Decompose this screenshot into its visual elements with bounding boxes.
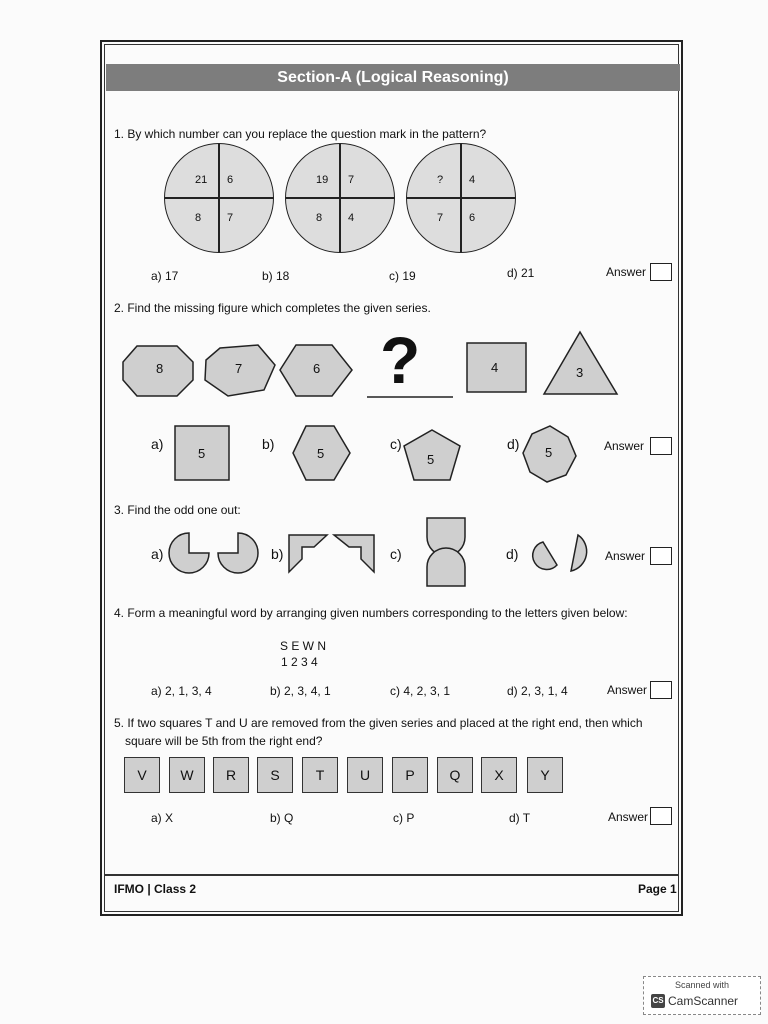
option-d-value: 5 [545, 445, 553, 460]
q3-answer-label: Answer [605, 549, 646, 563]
option-c-value: 5 [427, 452, 435, 467]
circle-1-top-left: 21 [195, 174, 208, 186]
q2-option-figures [170, 420, 590, 490]
q2-option-c[interactable]: c) [390, 436, 402, 452]
option-c-half-circle-bottom [427, 548, 465, 586]
series-square-9: X [481, 757, 517, 793]
option-a-value: 5 [198, 446, 206, 461]
question-mark: ? [380, 323, 421, 397]
camscanner-watermark [643, 976, 761, 1015]
option-b-value: 5 [317, 446, 325, 461]
series-label-3: 6 [313, 361, 321, 376]
triangle-shape [544, 332, 617, 394]
q5-option-a[interactable]: a) X [151, 811, 174, 825]
series-square-3: R [213, 757, 249, 793]
series-square-4: S [257, 757, 293, 793]
footer-divider [104, 874, 679, 876]
q3-option-figures [160, 515, 610, 590]
circle-3-bottom-left: 7 [437, 212, 444, 224]
q3-option-d[interactable]: d) [506, 546, 519, 562]
pattern-circle-3 [406, 143, 516, 253]
pattern-circle-2 [285, 143, 395, 253]
q5-answer-box[interactable] [650, 807, 672, 825]
question-1-text: 1. By which number can you replace the question mark in the pattern? [114, 127, 487, 141]
scanner-line-1: Scanned with [674, 980, 730, 990]
camscanner-logo-icon: CS [651, 994, 665, 1008]
q1-answer-box[interactable] [650, 263, 672, 281]
q3-option-a[interactable]: a) [151, 546, 164, 562]
q2-series-figures [120, 330, 620, 400]
q5-option-d[interactable]: d) T [509, 811, 531, 825]
q1-option-d[interactable]: d) 21 [507, 266, 535, 280]
circle-1-top-right: 6 [227, 174, 234, 186]
question-3-text: 3. Find the odd one out: [114, 503, 241, 517]
question-4-text: 4. Form a meaningful word by arranging given numbers corresponding to the letters given below: [114, 606, 628, 620]
circle-2-top-right: 7 [348, 174, 355, 186]
series-square-1: V [124, 757, 160, 793]
q5-answer-label: Answer [608, 810, 649, 824]
circle-3-top-right: 4 [469, 174, 476, 186]
circle-1-bottom-left: 8 [195, 212, 202, 224]
circle-2-bottom-right: 4 [348, 212, 355, 224]
series-label-5: 4 [491, 360, 499, 375]
q4-option-a[interactable]: a) 2, 1, 3, 4 [151, 684, 212, 698]
pattern-circle-1 [164, 143, 274, 253]
q2-answer-box[interactable] [650, 437, 672, 455]
option-d-small-segment [533, 542, 557, 569]
q4-answer-box[interactable] [650, 681, 672, 699]
series-square-10: Y [527, 757, 563, 793]
circle-2-bottom-left: 8 [316, 212, 323, 224]
circle-3-top-left: ? [437, 174, 444, 186]
footer-page-number: Page 1 [638, 882, 677, 896]
q4-answer-label: Answer [607, 683, 648, 697]
question-5-text-line-2: square will be 5th from the right end? [125, 734, 323, 748]
section-title: Section-A (Logical Reasoning) [106, 64, 680, 91]
option-d-large-segment [571, 535, 587, 571]
q5-option-c[interactable]: c) P [393, 811, 415, 825]
q4-numbers: 1 2 3 4 [281, 655, 318, 669]
option-b-corner-left [289, 535, 327, 572]
option-a-pacman-left [169, 533, 209, 573]
series-square-8: Q [437, 757, 473, 793]
series-square-2: W [169, 757, 205, 793]
q1-option-a[interactable]: a) 17 [151, 269, 179, 283]
series-square-5: T [302, 757, 338, 793]
q1-answer-label: Answer [606, 265, 647, 279]
circle-1-bottom-right: 7 [227, 212, 234, 224]
question-5-text-line-1: 5. If two squares T and U are removed from the given series and placed at the right end, then which [114, 716, 643, 730]
q2-option-a[interactable]: a) [151, 436, 164, 452]
footer-left-text: IFMO | Class 2 [114, 882, 197, 896]
q4-option-b[interactable]: b) 2, 3, 4, 1 [270, 684, 331, 698]
series-square-6: U [347, 757, 383, 793]
q2-answer-label: Answer [604, 439, 645, 453]
circle-2-top-left: 19 [316, 174, 329, 186]
q5-option-b[interactable]: b) Q [270, 811, 294, 825]
q1-option-c[interactable]: c) 19 [389, 269, 416, 283]
scanner-line-2: CamScanner [668, 994, 739, 1008]
q1-option-b[interactable]: b) 18 [262, 269, 290, 283]
q4-letters: S E W N [280, 639, 327, 653]
series-label-1: 8 [156, 361, 164, 376]
circle-3-bottom-right: 6 [469, 212, 476, 224]
series-label-2: 7 [235, 361, 243, 376]
q2-option-d[interactable]: d) [507, 436, 520, 452]
option-b-corner-right [334, 535, 374, 572]
q2-option-b[interactable]: b) [262, 436, 275, 452]
series-label-6: 3 [576, 365, 584, 380]
series-square-7: P [392, 757, 428, 793]
q4-option-c[interactable]: c) 4, 2, 3, 1 [390, 684, 451, 698]
q3-option-b[interactable]: b) [271, 546, 284, 562]
question-2-text: 2. Find the missing figure which completes the given series. [114, 301, 431, 315]
q3-option-c[interactable]: c) [390, 546, 402, 562]
option-a-pacman-right [218, 533, 258, 573]
q3-answer-box[interactable] [650, 547, 672, 565]
q4-option-d[interactable]: d) 2, 3, 1, 4 [507, 684, 568, 698]
